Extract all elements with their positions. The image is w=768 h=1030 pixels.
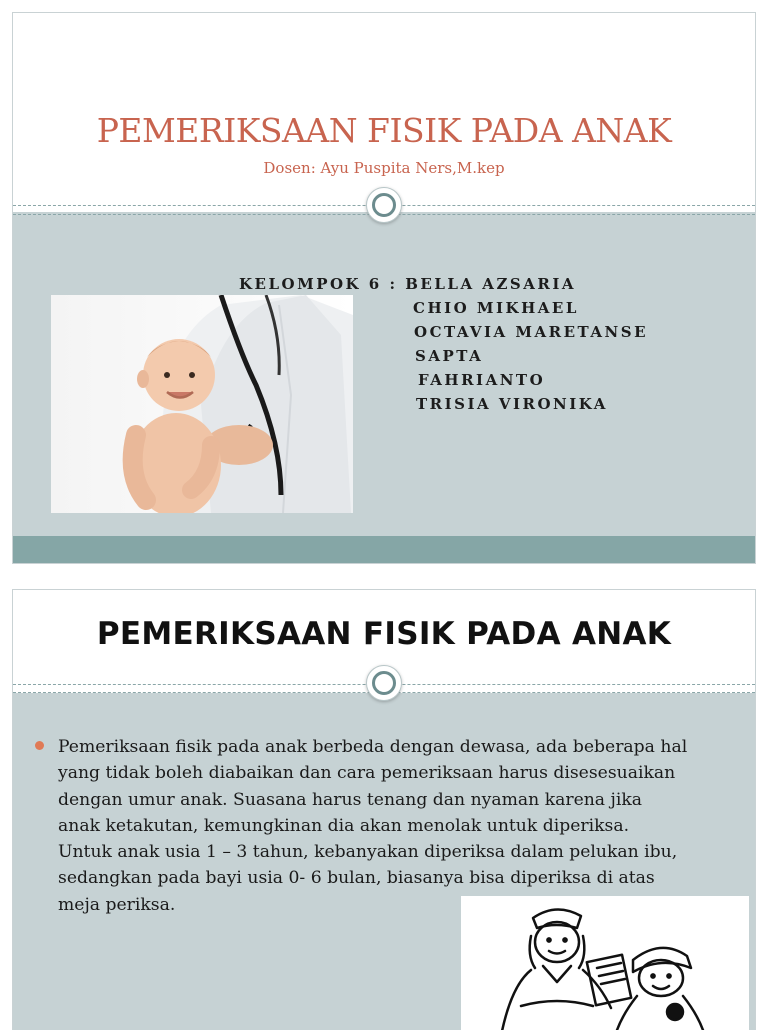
- paragraph-line: Pemeriksaan fisik pada anak berbeda dengan dewasa, ada beberapa hal: [58, 737, 688, 757]
- lecturer-subtitle: Dosen: Ayu Puspita Ners,M.kep: [263, 159, 505, 177]
- slide-title: PEMERIKSAAN FISIK PADA ANAK: [96, 616, 672, 652]
- ring-ornament-icon: [366, 665, 402, 701]
- nurse-illustration: [461, 896, 749, 1030]
- content-slide: [12, 589, 756, 1030]
- title-slide: [12, 12, 756, 564]
- member-name: CHIO MIKHAEL: [413, 299, 579, 317]
- member-name: SAPTA: [415, 347, 484, 365]
- footer-band: [13, 536, 755, 563]
- paragraph-line: dengan umur anak. Suasana harus tenang dan nyaman karena jika: [58, 789, 643, 810]
- member-name: TRISIA VIRONIKA: [416, 395, 608, 413]
- bullet-icon: [35, 741, 44, 750]
- member-name: BELLA AZSARIA: [405, 275, 576, 293]
- body-paragraph: [58, 734, 746, 918]
- paragraph-line: anak ketakutan, kemungkinan dia akan menolak untuk diperiksa.: [58, 815, 630, 836]
- paragraph-line: Untuk anak usia 1 – 3 tahun, kebanyakan diperiksa dalam pelukan ibu,: [58, 842, 678, 863]
- paragraph-line: meja periksa.: [58, 894, 176, 915]
- ring-ornament-icon: [366, 187, 402, 223]
- slide-title: PEMERIKSAAN FISIK PADA ANAK: [96, 111, 672, 150]
- paragraph-line: yang tidak boleh diabaikan dan cara pemeriksaan harus disesesuaikan: [58, 763, 676, 784]
- member-name: FAHRIANTO: [418, 371, 546, 389]
- doctor-baby-photo: [51, 295, 353, 513]
- group-label: KELOMPOK 6 :: [239, 275, 398, 293]
- member-name: OCTAVIA MARETANSE: [414, 323, 649, 341]
- paragraph-line: sedangkan pada bayi usia 0- 6 bulan, biasanya bisa diperiksa di atas: [58, 868, 655, 889]
